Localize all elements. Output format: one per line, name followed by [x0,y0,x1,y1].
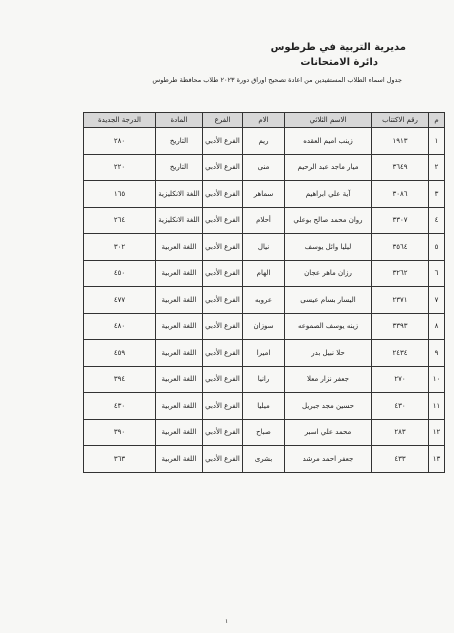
header-col-full-name: الاسم الثلاثي [285,113,372,128]
cell-col-mother: نيال [243,234,285,261]
cell-col-full-name: روان محمد صالح بوعلي [285,207,372,234]
cell-col-mother: ريم [243,128,285,155]
department-title: دائرة الامتحانات [300,57,378,68]
cell-col-exam-number: ٣٠٨٦ [372,181,429,208]
cell-col-index: ١٠ [429,366,445,393]
table-caption: جدول اسماء الطلاب المستفيدين من اعادة تصحيح اوراق دورة ٢٠٢٣ طلاب محافظة طرطوس [152,76,402,84]
cell-col-full-name: حسين مجد جبريل [285,393,372,420]
table-row [84,287,445,314]
cell-col-branch: الفرع الأدبي [203,340,243,367]
cell-col-mother: اميرا [243,340,285,367]
table-row [84,234,445,261]
cell-col-new-grade: ٣٩٠ [84,419,156,446]
cell-col-index: ١٢ [429,419,445,446]
cell-col-exam-number: ٣٣٩٣ [372,313,429,340]
cell-col-full-name: زينب اميم العقده [285,128,372,155]
cell-col-exam-number: ٣٦٤٩ [372,154,429,181]
cell-col-new-grade: ٣٦٣ [84,446,156,473]
cell-col-subject: اللغة العربية [156,313,203,340]
cell-col-subject: اللغة الانكليزية [156,181,203,208]
cell-col-full-name: رزان ماهر عجان [285,260,372,287]
cell-col-index: ٦ [429,260,445,287]
cell-col-mother: سوزان [243,313,285,340]
cell-col-index: ١٣ [429,446,445,473]
cell-col-branch: الفرع الأدبي [203,181,243,208]
cell-col-branch: الفرع الأدبي [203,393,243,420]
cell-col-subject: اللغة العربية [156,340,203,367]
cell-col-index: ١١ [429,393,445,420]
table-row [84,154,445,181]
cell-col-branch: الفرع الأدبي [203,287,243,314]
cell-col-index: ٢ [429,154,445,181]
directorate-title: مديرية التربية في طرطوس [270,42,406,53]
cell-col-branch: الفرع الأدبي [203,207,243,234]
cell-col-index: ٤ [429,207,445,234]
cell-col-mother: ميليا [243,393,285,420]
cell-col-subject: اللغة العربية [156,446,203,473]
cell-col-new-grade: ٤٧٧ [84,287,156,314]
cell-col-mother: أحلام [243,207,285,234]
cell-col-subject: اللغة العربية [156,393,203,420]
cell-col-exam-number: ٢٣٧١ [372,287,429,314]
cell-col-mother: عروبه [243,287,285,314]
cell-col-index: ٥ [429,234,445,261]
cell-col-new-grade: ١٦٥ [84,181,156,208]
cell-col-subject: التاريخ [156,128,203,155]
table-row [84,207,445,234]
cell-col-branch: الفرع الأدبي [203,313,243,340]
cell-col-new-grade: ٢٦٤ [84,207,156,234]
document-header [271,40,406,70]
cell-col-new-grade: ٢٢٠ [84,154,156,181]
cell-col-mother: الهام [243,260,285,287]
cell-col-branch: الفرع الأدبي [203,260,243,287]
cell-col-new-grade: ٣٠٢ [84,234,156,261]
grades-table [83,112,445,473]
cell-col-full-name: محمد علي اسبر [285,419,372,446]
cell-col-full-name: ميار ماجد عبد الرحيم [285,154,372,181]
cell-col-branch: الفرع الأدبي [203,419,243,446]
cell-col-subject: اللغة الانكليزية [156,207,203,234]
cell-col-full-name: اليسار بسام عيسى [285,287,372,314]
cell-col-exam-number: ٤٣٠ [372,393,429,420]
table-row [84,128,445,155]
table-row [84,366,445,393]
table-row [84,419,445,446]
cell-col-new-grade: ٤٥٩ [84,340,156,367]
header-col-mother: الام [243,113,285,128]
cell-col-subject: التاريخ [156,154,203,181]
table-body [84,128,445,473]
cell-col-full-name: جعفر نزار معلا [285,366,372,393]
cell-col-subject: اللغة العربية [156,234,203,261]
cell-col-exam-number: ٢٨٣ [372,419,429,446]
cell-col-exam-number: ٤٣٣ [372,446,429,473]
cell-col-subject: اللغة العربية [156,366,203,393]
header-col-new-grade: الدرجة الجديدة [84,113,156,128]
table-row [84,260,445,287]
cell-col-exam-number: ٢٧٠ [372,366,429,393]
table-header [84,113,445,128]
table-row [84,393,445,420]
cell-col-mother: سماهر [243,181,285,208]
page-number: ١ [225,618,229,625]
cell-col-index: ٩ [429,340,445,367]
cell-col-branch: الفرع الأدبي [203,366,243,393]
table-row [84,181,445,208]
cell-col-index: ٣ [429,181,445,208]
cell-col-index: ١ [429,128,445,155]
cell-col-full-name: زينه يوسف الصموعه [285,313,372,340]
header-row [84,113,445,128]
cell-col-new-grade: ٤٣٠ [84,393,156,420]
cell-col-branch: الفرع الأدبي [203,154,243,181]
header-col-exam-number: رقم الاكتتاب [372,113,429,128]
cell-col-full-name: حلا نبيل بدر [285,340,372,367]
cell-col-subject: اللغة العربية [156,419,203,446]
cell-col-branch: الفرع الأدبي [203,128,243,155]
cell-col-exam-number: ٣٢٦٢ [372,260,429,287]
cell-col-exam-number: ٢٤٣٤ [372,340,429,367]
cell-col-index: ٨ [429,313,445,340]
cell-col-new-grade: ٤٥٠ [84,260,156,287]
cell-col-exam-number: ٣٥٦٤ [372,234,429,261]
cell-col-mother: رانيا [243,366,285,393]
table-row [84,446,445,473]
cell-col-full-name: ليليا وائل يوسف [285,234,372,261]
cell-col-full-name: آية علي ابراهيم [285,181,372,208]
cell-col-full-name: جعفر احمد مرشد [285,446,372,473]
cell-col-index: ٧ [429,287,445,314]
cell-col-mother: صباح [243,419,285,446]
header-col-subject: المادة [156,113,203,128]
table-row [84,313,445,340]
cell-col-new-grade: ٤٨٠ [84,313,156,340]
cell-col-subject: اللغة العربية [156,287,203,314]
cell-col-exam-number: ١٩١٣ [372,128,429,155]
table-row [84,340,445,367]
cell-col-exam-number: ٣٣٠٧ [372,207,429,234]
cell-col-branch: الفرع الأدبي [203,446,243,473]
header-col-branch: الفرع [203,113,243,128]
cell-col-mother: بشرى [243,446,285,473]
header-col-index: م [429,113,445,128]
cell-col-new-grade: ٣٩٤ [84,366,156,393]
cell-col-branch: الفرع الأدبي [203,234,243,261]
cell-col-subject: اللغة العربية [156,260,203,287]
cell-col-new-grade: ٢٨٠ [84,128,156,155]
cell-col-mother: منى [243,154,285,181]
